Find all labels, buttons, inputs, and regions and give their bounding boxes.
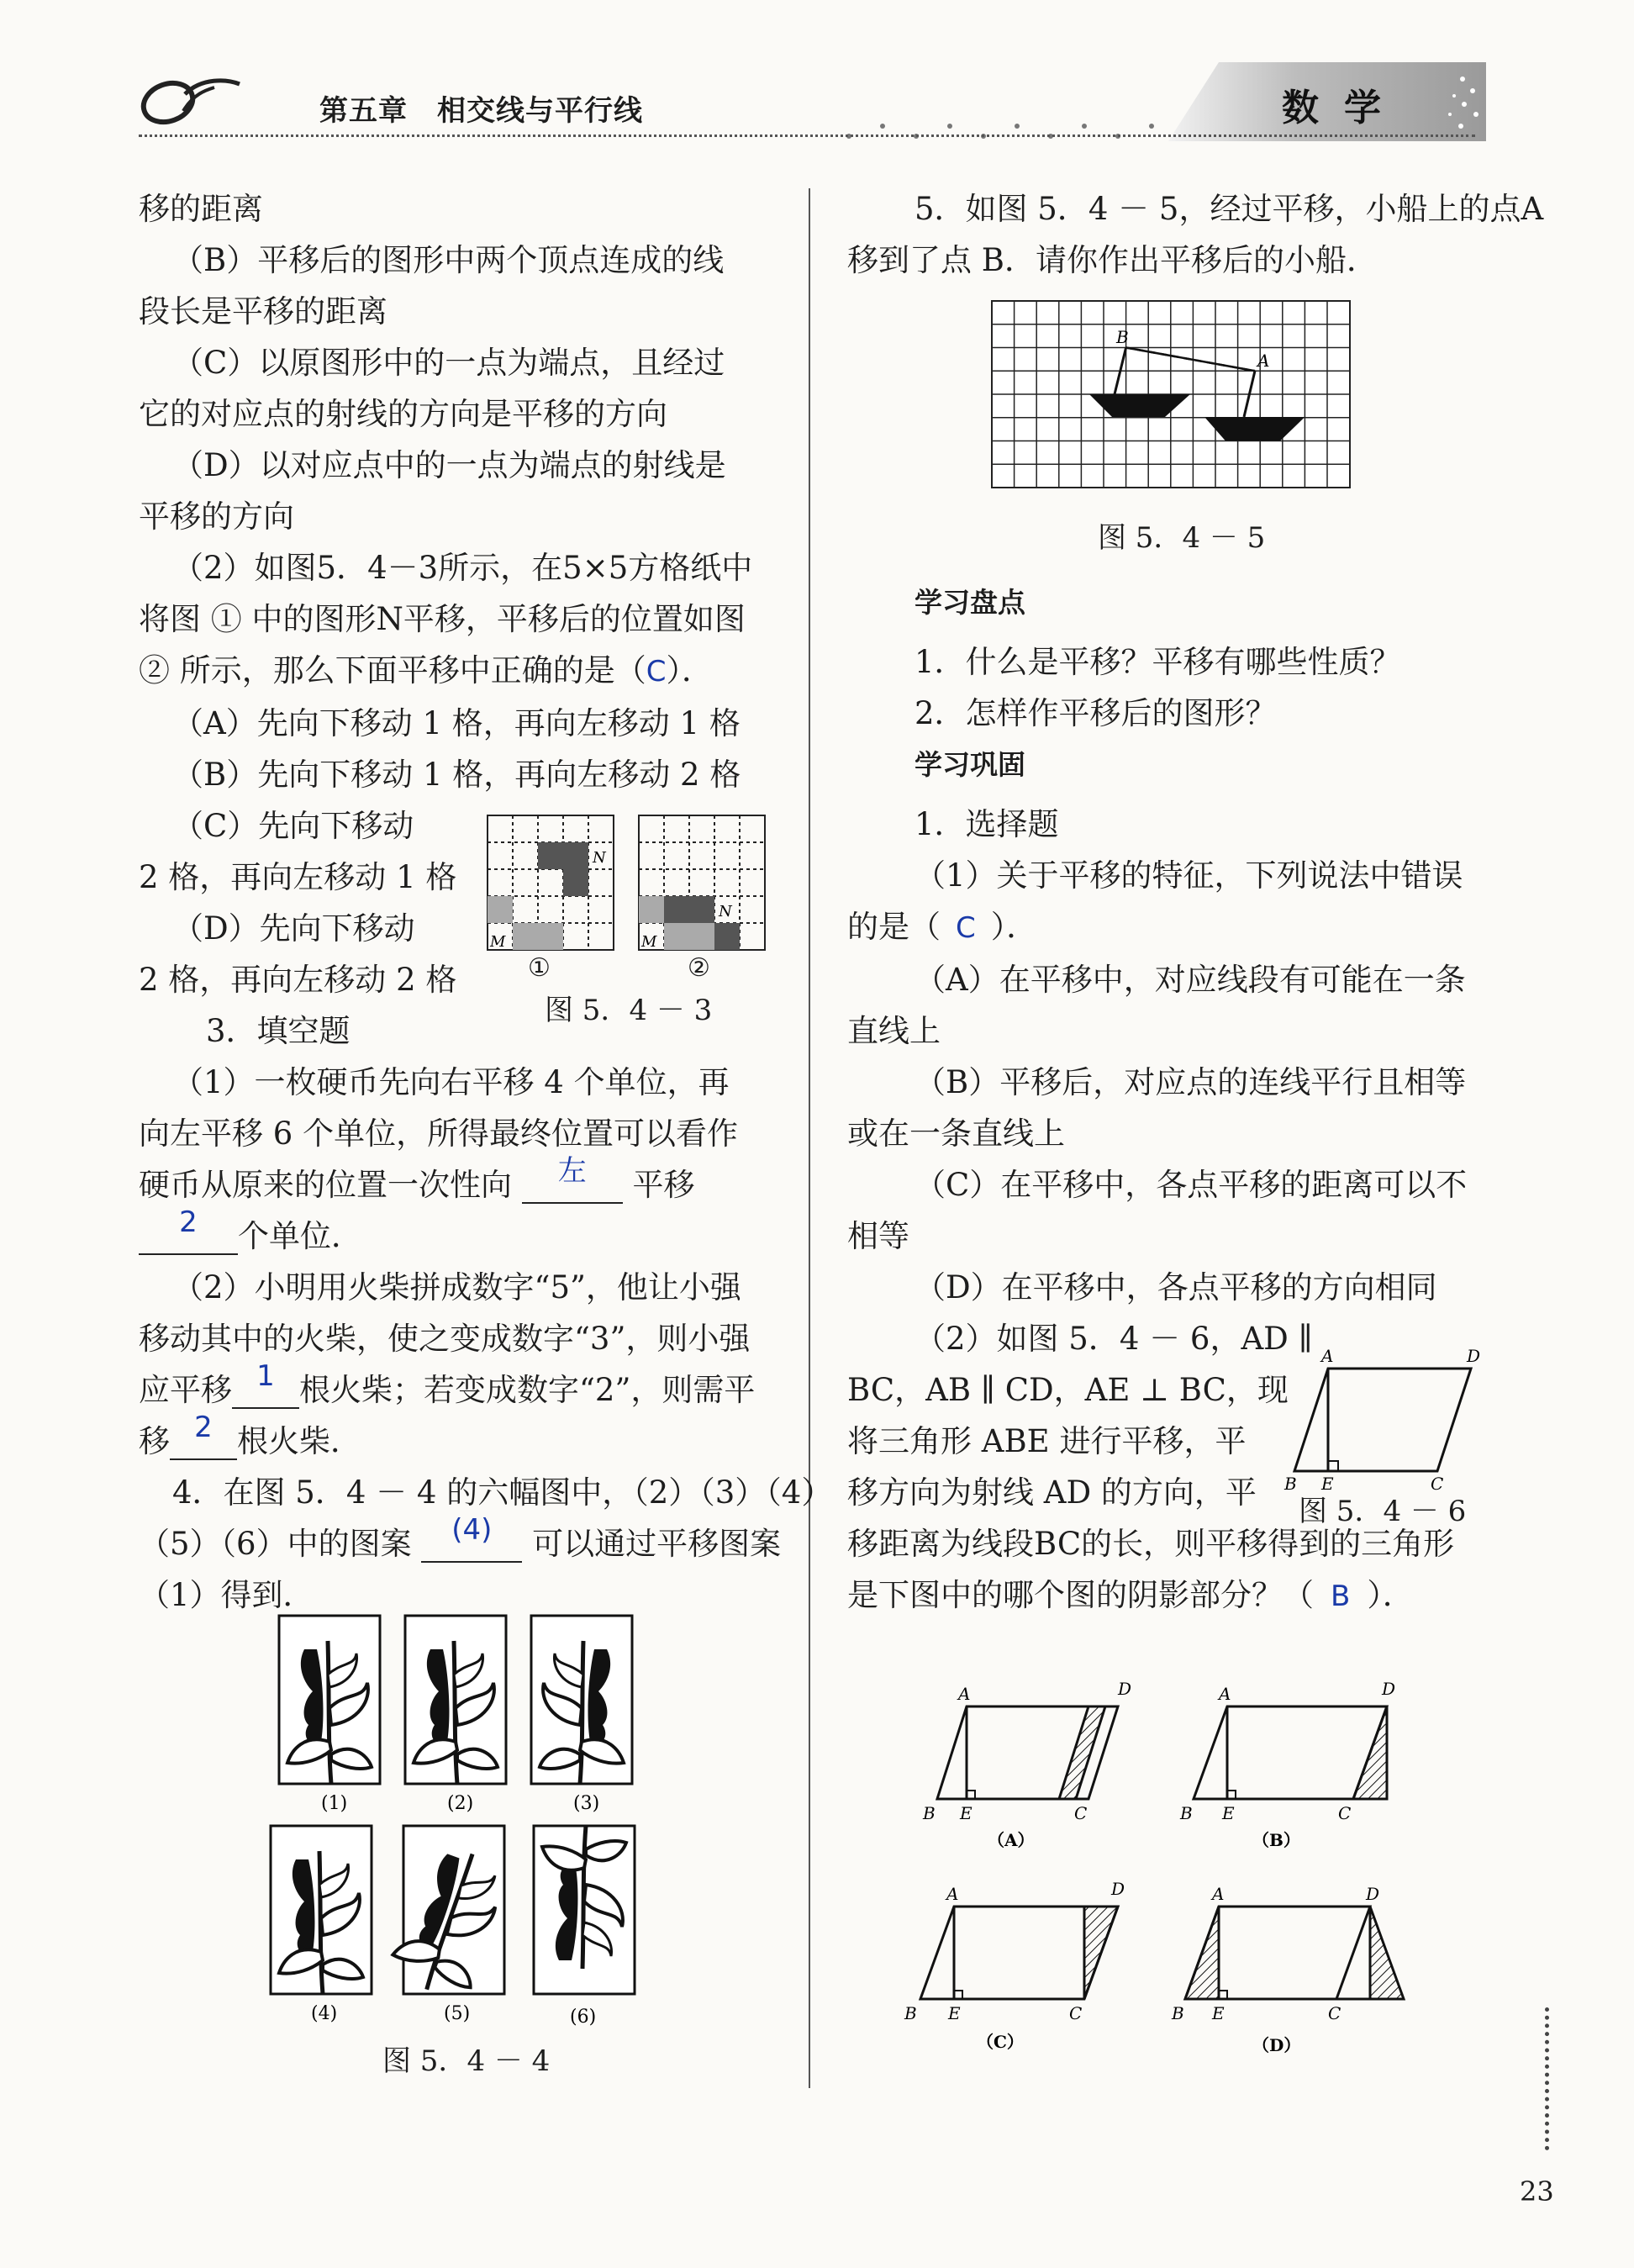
text-line: 硬币从原来的位置一次性向 左 平移 — [139, 1154, 695, 1203]
chapter-title: 第五章 相交线与平行线 — [319, 94, 643, 128]
figure-5-4-5-caption: 图 5．4 － 5 — [1098, 521, 1266, 555]
point-e: E — [1321, 1474, 1334, 1494]
figure-label-2: ② — [688, 953, 710, 983]
leaf-image-4 — [271, 1826, 372, 1994]
option-label: （C） — [977, 2032, 1024, 2052]
page-number: 23 — [1520, 2176, 1554, 2207]
option-d-cont: 2 格，再向左移动 2 格 — [139, 962, 457, 998]
option-label: （D） — [1252, 2035, 1301, 2055]
shape-n-moved — [664, 896, 714, 923]
shape-m-2 — [639, 896, 664, 923]
header-dots — [748, 118, 1185, 143]
option-d: （D）先向下移动 — [172, 910, 415, 947]
review-heading: 学习盘点 — [915, 586, 1025, 619]
leaf-label: (4) — [311, 2003, 338, 2024]
shape-m — [488, 896, 513, 923]
pt-label: B — [1172, 2003, 1184, 2023]
figure-5-4-4 — [252, 1614, 656, 2043]
leaf-label: (3) — [573, 1793, 600, 1814]
text-line: 将图 ① 中的图形N平移，平移后的位置如图 — [139, 601, 746, 637]
answer-q31-units: 2 — [179, 1205, 198, 1239]
pt-label: D — [1118, 1679, 1132, 1699]
label-m: M — [490, 933, 506, 951]
text-line: 移到了点 B．请你作出平移后的小船． — [847, 242, 1378, 278]
label-n-2: N — [719, 903, 732, 920]
column-divider — [809, 188, 810, 2088]
text-line: BC，AB ∥ CD，AE ⊥ BC，现 — [847, 1372, 1289, 1408]
answer-c12: B — [1331, 1580, 1351, 1613]
option-d-diagram — [1171, 1884, 1404, 2055]
pt-label: A — [1219, 1684, 1231, 1704]
text-line: 段长是平移的距离 — [139, 293, 387, 330]
margin-dots — [1545, 2007, 1549, 2150]
pt-label: A — [958, 1684, 971, 1704]
text-line: 向左平移 6 个单位，所得最终位置可以看作 — [139, 1116, 739, 1152]
leaf-label: (1) — [321, 1793, 348, 1814]
text-line: 移 2 根火柴． — [139, 1411, 361, 1459]
pt-label: B — [923, 1803, 936, 1823]
shape-m-base — [513, 923, 563, 950]
pt-label: B — [1180, 1803, 1193, 1823]
pt-label: C — [1074, 1803, 1088, 1823]
subject-title: 数学 — [1282, 87, 1406, 129]
blank-field — [170, 1411, 237, 1460]
leaf-label: (2) — [447, 1793, 474, 1814]
pt-label: A — [1212, 1884, 1225, 1904]
leaf-image-5 — [386, 1826, 514, 2003]
text-line: （1）得到． — [139, 1577, 314, 1613]
figure-5-4-5 — [990, 299, 1353, 493]
text-line: 移动其中的火柴，使之变成数字“3”，则小强 — [139, 1321, 751, 1357]
option-a-cont: 直线上 — [847, 1013, 941, 1049]
point-b-label: B — [1116, 327, 1129, 347]
shape-n-original — [538, 842, 588, 869]
pt-label: C — [1069, 2003, 1083, 2023]
text-line: （2）如图 5．4 － 6，AD ∥ — [915, 1321, 1313, 1357]
question-4-text: 4．在图 5．4 － 4 的六幅图中，（2）（3）（4） — [172, 1474, 833, 1511]
pt-label: D — [1111, 1879, 1125, 1899]
option-b: （B）平移后，对应点的连线平行且相等 — [915, 1064, 1467, 1100]
answer-q31-direction: 左 — [557, 1154, 587, 1188]
pt-label: B — [904, 2003, 917, 2023]
pt-label: A — [946, 1884, 959, 1904]
text-line: 是下图中的哪个图的阴影部分？（ B ）． — [847, 1577, 1414, 1613]
pt-label: D — [1366, 1884, 1380, 1904]
text-line: 它的对应点的射线的方向是平移的方向 — [139, 396, 667, 432]
text-line: 将三角形 ABE 进行平移，平 — [847, 1423, 1247, 1459]
point-d: D — [1467, 1346, 1481, 1366]
blank-field — [421, 1513, 522, 1563]
leaf-label: (6) — [570, 2007, 597, 2028]
point-b: B — [1284, 1474, 1297, 1494]
label-n: N — [593, 849, 606, 867]
text-line: （1）关于平移的特征，下列说法中错误 — [915, 857, 1463, 894]
option-b-cont: 或在一条直线上 — [847, 1116, 1065, 1152]
leaf-image-1 — [279, 1616, 380, 1784]
figure-5-4-3 — [479, 807, 782, 975]
option-c-diagram — [904, 1879, 1125, 2052]
option-a-diagram — [922, 1679, 1131, 1850]
text-line: 平移的方向 — [139, 498, 294, 535]
option-c: （C）在平移中，各点平移的距离可以不 — [915, 1167, 1468, 1203]
option-label: （A） — [988, 1830, 1035, 1850]
option-c-cont: 相等 — [847, 1218, 909, 1254]
choice-title: 1．选择题 — [915, 806, 1059, 842]
option-diagrams — [874, 1664, 1412, 2068]
text-line: （C）以原图形中的一点为端点，且经过 — [172, 345, 725, 381]
pt-label: E — [948, 2003, 961, 2023]
section-3-title: 3．填空题 — [206, 1013, 351, 1049]
option-d: （D）在平移中，各点平移的方向相同 — [915, 1269, 1437, 1305]
pt-label: D — [1382, 1679, 1396, 1699]
answer-q32-first: 1 — [256, 1359, 275, 1393]
text-line: 2 个单位． — [139, 1210, 786, 1262]
text-line: （D）以对应点中的一点为端点的射线是 — [172, 447, 726, 483]
point-c: C — [1431, 1474, 1444, 1494]
shape-m-base-2 — [664, 923, 714, 950]
text-line: ② 所示，那么下面平移中正确的是（C）． — [139, 652, 714, 688]
text-line: 移的距离 — [139, 191, 263, 227]
option-a: （A）在平移中，对应线段有可能在一条 — [915, 962, 1466, 998]
shape-n-moved-end — [714, 923, 740, 950]
right-column — [847, 183, 1544, 286]
option-b-diagram — [1179, 1679, 1395, 1850]
leaf-image-6 — [534, 1826, 635, 1994]
answer-q32-second: 2 — [194, 1411, 213, 1444]
review-item-2: 2．怎样作平移后的图形？ — [915, 695, 1277, 731]
option-c-cont: 2 格，再向左移动 1 格 — [139, 859, 457, 895]
option-label: （B） — [1252, 1830, 1300, 1850]
text-line: 移方向为射线 AD 的方向，平 — [847, 1474, 1257, 1511]
pt-label: E — [1212, 2003, 1225, 2023]
shape-n-original-tail — [563, 869, 588, 896]
figure-5-4-6-caption: 图 5．4 － 6 — [1299, 1495, 1467, 1528]
text-line: （1）一枚硬币先向右平移 4 个单位，再 — [172, 1064, 730, 1100]
blank-field — [522, 1154, 623, 1204]
leaf-image-3 — [531, 1616, 632, 1784]
pt-label: C — [1338, 1803, 1352, 1823]
review-item-1: 1．什么是平移？平移有哪些性质？ — [915, 644, 1401, 680]
text-line: （2）小明用火柴拼成数字“5”，他让小强 — [172, 1269, 741, 1305]
option-b: （B）先向下移动 1 格，再向左移动 2 格 — [172, 757, 741, 793]
point-a: A — [1321, 1346, 1334, 1366]
text-line: 的是（ C ）． — [847, 909, 1038, 945]
text-line: （B）平移后的图形中两个顶点连成的线 — [172, 242, 725, 278]
text-line: 应平移 1 根火柴；若变成数字“2”，则需平 — [139, 1359, 756, 1408]
pt-label: E — [1222, 1803, 1235, 1823]
option-c: （C）先向下移动 — [172, 808, 414, 844]
option-a: （A）先向下移动 1 格，再向左移动 1 格 — [172, 705, 741, 741]
answer-q4: (4) — [451, 1513, 493, 1547]
point-a-label: A — [1257, 351, 1270, 371]
header-rule — [139, 134, 1475, 137]
question-2-text: （2）如图5．4－3所示，在5×5方格纸中 — [172, 550, 753, 586]
pt-label: E — [960, 1803, 972, 1823]
figure-5-4-3-caption: 图 5．4 － 3 — [545, 994, 713, 1027]
figure-5-4-6 — [1278, 1345, 1488, 1496]
blank-field — [139, 1205, 238, 1255]
leaf-image-2 — [405, 1616, 506, 1784]
chapter-logo-icon — [134, 69, 244, 136]
answer-q2: C — [646, 655, 667, 688]
figure-5-4-4-caption: 图 5．4 － 4 — [382, 2044, 551, 2078]
text-line: 移距离为线段BC的长，则平移得到的三角形 — [847, 1526, 1455, 1562]
question-5-text: 5．如图 5．4 － 5，经过平移，小船上的点A — [915, 191, 1544, 227]
answer-c11: C — [956, 911, 976, 945]
leaf-label: (5) — [444, 2003, 471, 2024]
consolidate-heading: 学习巩固 — [915, 748, 1025, 781]
figure-label-1: ① — [528, 953, 551, 983]
pt-label: C — [1328, 2003, 1341, 2023]
blank-field — [232, 1359, 299, 1409]
label-m-2: M — [641, 933, 657, 951]
text-line: （5）（6）中的图案 (4) 可以通过平移图案 — [139, 1513, 782, 1562]
